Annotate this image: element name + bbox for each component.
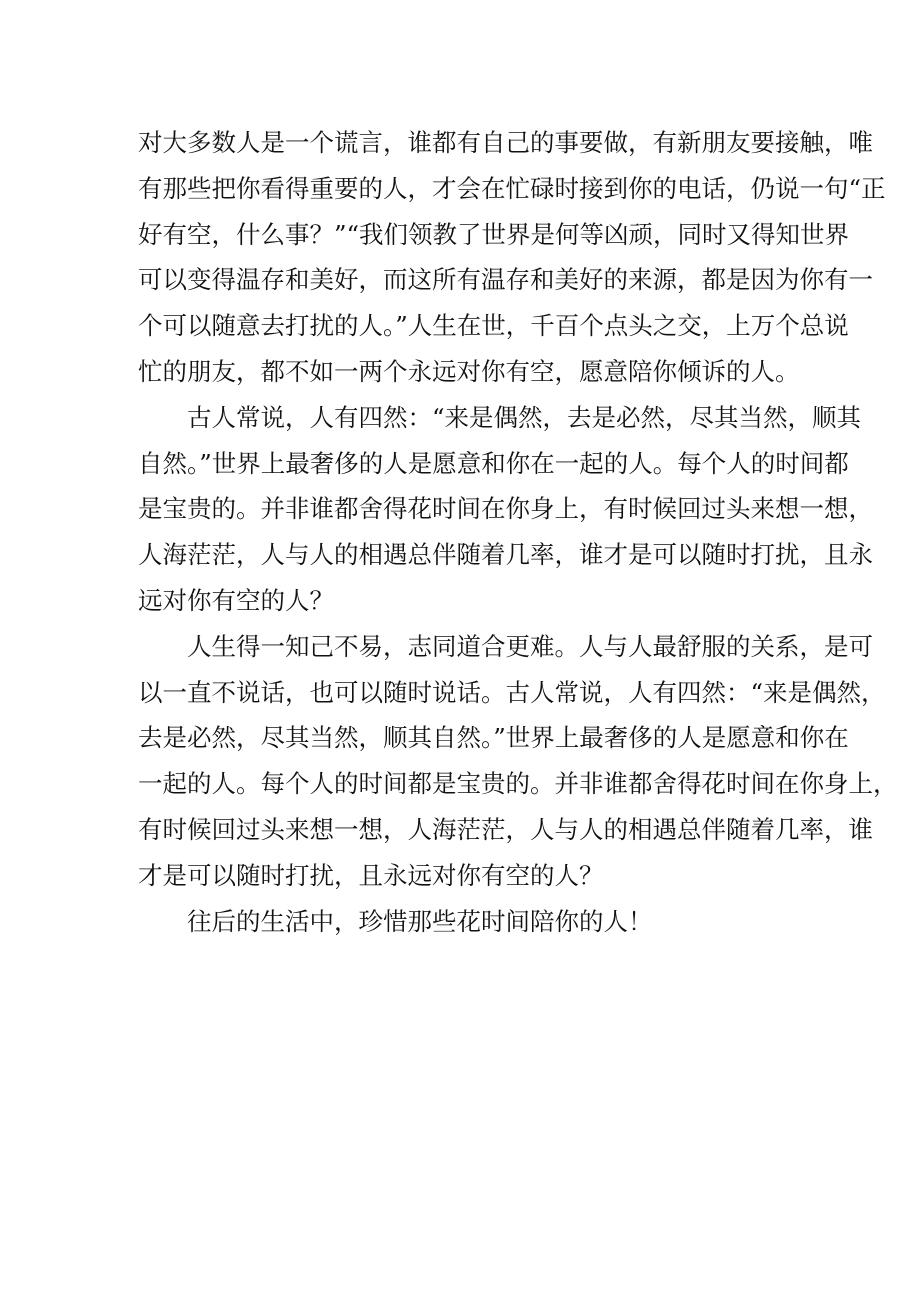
document-body: [138, 120, 898, 944]
text-line: 去是必然，尽其当然，顺其自然。”世界上最奢侈的人是愿意和你在: [138, 723, 849, 753]
text-line: 远对你有空的人？: [138, 585, 334, 615]
text-line: 才是可以随时打扰，且永远对你有空的人？: [138, 860, 604, 890]
text-line: 往后的生活中，珍惜那些花时间陪你的人！: [187, 906, 653, 936]
text-line: 对大多数人是一个谎言，谁都有自己的事要做，有新朋友要接触，唯: [138, 128, 873, 157]
text-line: 人海茫茫，人与人的相遇总伴随着几率，谁才是可以随时打扰，且永: [138, 540, 873, 570]
text-line: 有时候回过头来想一想，人海茫茫，人与人的相遇总伴随着几率，谁: [138, 814, 873, 844]
text-line: 可以变得温存和美好，而这所有温存和美好的来源，都是因为你有一: [138, 265, 873, 295]
text-line: 一起的人。每个人的时间都是宝贵的。并非谁都舍得花时间在你身上，: [138, 769, 898, 799]
text-line: 好有空，什么事？”“我们领教了世界是何等凶顽，同时又得知世界: [138, 219, 850, 249]
text-line: 个可以随意去打扰的人。”人生在世，千百个点头之交，上万个总说: [138, 311, 849, 341]
text-line: 古人常说，人有四然：“来是偶然，去是必然，尽其当然，顺其: [187, 402, 862, 432]
text-line: 有那些把你看得重要的人，才会在忙碌时接到你的电话，仍说一句“正: [138, 173, 886, 203]
paragraph-4: [138, 899, 786, 945]
paragraph-2: [138, 395, 873, 624]
text-line: 人生得一知己不易，志同道合更难。人与人最舒服的关系，是可: [187, 631, 873, 661]
text-line: 忙的朋友，都不如一两个永远对你有空，愿意陪你倾诉的人。: [138, 356, 800, 386]
paragraph-1: [138, 120, 886, 395]
text-line: 以一直不说话，也可以随时说话。古人常说，人有四然：“来是偶然，: [138, 677, 886, 707]
paragraph-3: [138, 624, 898, 899]
text-line: 自然。”世界上最奢侈的人是愿意和你在一起的人。每个人的时间都: [138, 448, 849, 478]
text-line: 是宝贵的。并非谁都舍得花时间在你身上，有时候回过头来想一想，: [138, 494, 873, 524]
